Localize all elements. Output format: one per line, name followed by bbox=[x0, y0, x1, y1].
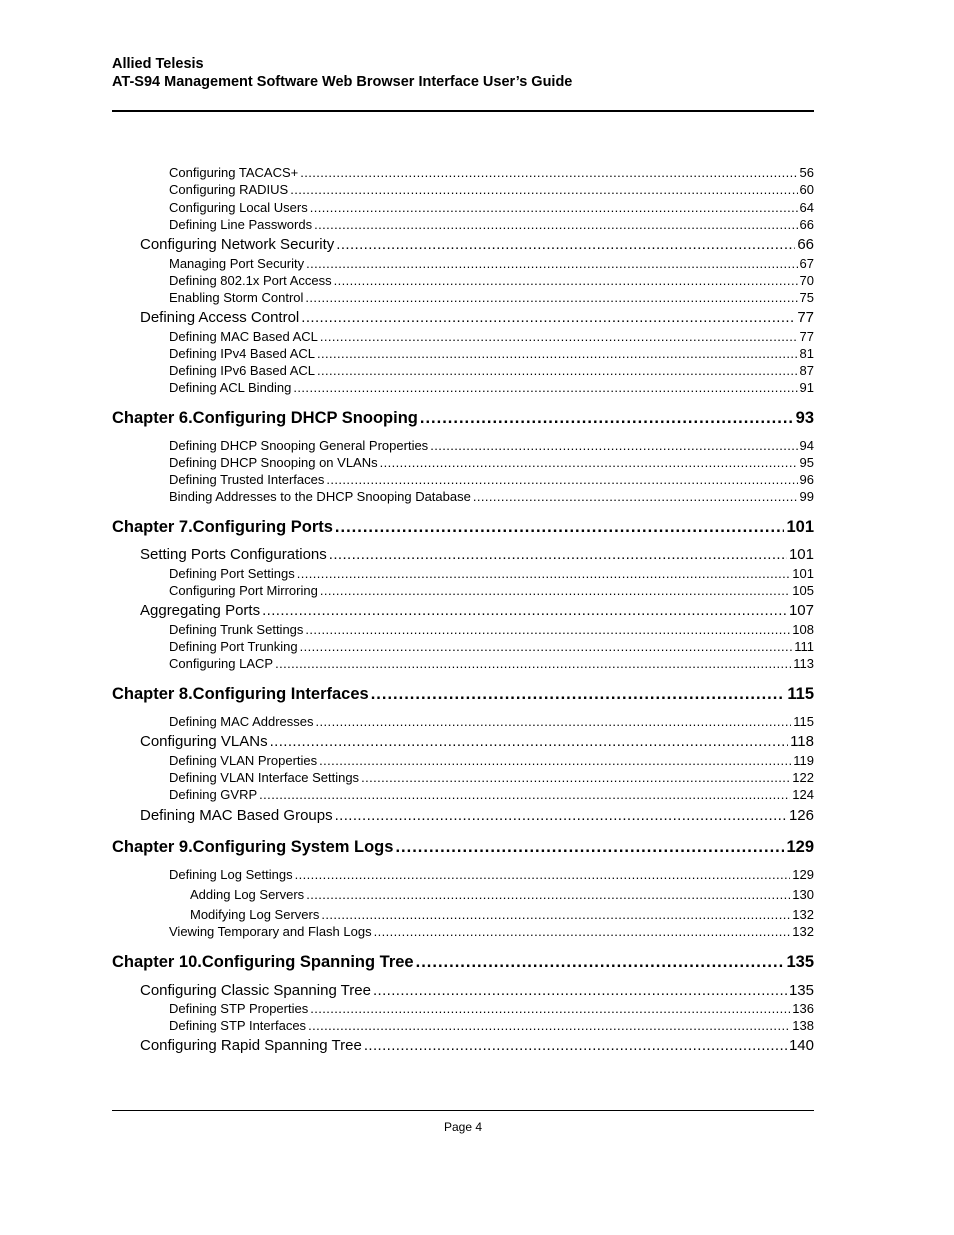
toc-entry-page: 81 bbox=[799, 346, 814, 361]
toc-entry-label: Defining VLAN Properties bbox=[169, 753, 318, 768]
dot-leader bbox=[320, 329, 798, 344]
toc-entry-label: Setting Ports Configurations bbox=[140, 546, 327, 563]
toc-chapter-entry[interactable] bbox=[112, 838, 814, 857]
dot-leader bbox=[310, 200, 798, 215]
toc-entry[interactable] bbox=[169, 165, 814, 180]
toc-entry-label: Defining MAC Based Groups bbox=[140, 807, 333, 824]
toc-entry-page: 130 bbox=[792, 887, 814, 902]
toc-entry-label: Defining 802.1x Port Access bbox=[169, 273, 332, 288]
dot-leader bbox=[317, 346, 798, 361]
dot-leader bbox=[306, 887, 790, 902]
toc-entry[interactable] bbox=[169, 924, 814, 939]
toc-entry-page: 126 bbox=[788, 807, 814, 824]
dot-leader bbox=[336, 236, 795, 253]
dot-leader bbox=[310, 1001, 790, 1016]
toc-entry-page: 95 bbox=[799, 455, 814, 470]
toc-entry-page: 136 bbox=[792, 1001, 814, 1016]
toc-entry[interactable] bbox=[169, 200, 814, 215]
toc-entry-page: 135 bbox=[786, 953, 814, 971]
dot-leader bbox=[306, 256, 797, 271]
toc-entry[interactable] bbox=[140, 236, 814, 253]
toc-entry-page: 64 bbox=[799, 200, 814, 215]
toc-entry-page: 75 bbox=[799, 290, 814, 305]
toc-entry-page: 101 bbox=[788, 546, 814, 563]
dot-leader bbox=[319, 753, 791, 768]
toc-entry-label: Defining ACL Binding bbox=[169, 380, 292, 395]
toc-entry-label: Defining DHCP Snooping General Properties bbox=[169, 438, 429, 453]
toc-entry[interactable] bbox=[140, 807, 814, 824]
dot-leader bbox=[335, 807, 787, 824]
toc-entry[interactable] bbox=[169, 566, 814, 581]
toc-entry-label: Defining IPv6 Based ACL bbox=[169, 363, 315, 378]
company-name: Allied Telesis bbox=[112, 56, 204, 72]
toc-entry-page: 56 bbox=[799, 165, 814, 180]
toc-entry-page: 107 bbox=[788, 602, 814, 619]
dot-leader bbox=[314, 217, 797, 232]
toc-entry-label: Defining IPv4 Based ACL bbox=[169, 346, 315, 361]
toc-entry-label: Defining Port Settings bbox=[169, 566, 295, 581]
toc-entry-label: Configuring Port Mirroring bbox=[169, 583, 318, 598]
toc-entry-label: Defining MAC Based ACL bbox=[169, 329, 318, 344]
toc-entry-page: 101 bbox=[786, 518, 814, 536]
toc-entry-page: 115 bbox=[787, 685, 814, 703]
dot-leader bbox=[321, 907, 790, 922]
toc-entry[interactable] bbox=[169, 787, 814, 802]
toc-entry-label: Chapter 8.Configuring Interfaces bbox=[112, 685, 369, 703]
page-number: Page 4 bbox=[443, 1120, 483, 1134]
toc-entry[interactable] bbox=[169, 656, 814, 671]
toc-entry[interactable] bbox=[169, 380, 814, 395]
footer-divider bbox=[112, 1110, 814, 1111]
toc-entry-page: 96 bbox=[799, 472, 814, 487]
dot-leader bbox=[326, 472, 797, 487]
toc-entry-label: Defining STP Interfaces bbox=[169, 1018, 307, 1033]
toc-entry-page: 77 bbox=[799, 329, 814, 344]
toc-entry-label: Configuring Network Security bbox=[140, 236, 335, 253]
dot-leader bbox=[293, 380, 797, 395]
toc-entry-label: Configuring LACP bbox=[169, 656, 274, 671]
dot-leader bbox=[305, 622, 790, 637]
toc-entry-label: Chapter 9.Configuring System Logs bbox=[112, 838, 394, 856]
toc-entry-label: Defining Trunk Settings bbox=[169, 622, 304, 637]
toc-entry-label: Chapter 10.Configuring Spanning Tree bbox=[112, 953, 414, 971]
toc-entry-page: 132 bbox=[792, 924, 814, 939]
toc-entry-page: 67 bbox=[799, 256, 814, 271]
dot-leader bbox=[329, 546, 787, 563]
toc-entry-label: Viewing Temporary and Flash Logs bbox=[169, 924, 372, 939]
toc-entry[interactable] bbox=[190, 887, 814, 902]
toc-entry-label: Configuring Classic Spanning Tree bbox=[140, 982, 371, 999]
dot-leader bbox=[308, 1018, 790, 1033]
toc-entry[interactable] bbox=[140, 982, 814, 999]
toc-entry[interactable] bbox=[169, 770, 814, 785]
toc-entry-label: Defining MAC Addresses bbox=[169, 714, 314, 729]
toc-entry-page: 70 bbox=[799, 273, 814, 288]
toc-entry-label: Configuring Local Users bbox=[169, 200, 308, 215]
dot-leader bbox=[371, 685, 786, 704]
toc-entry-page: 129 bbox=[792, 867, 814, 882]
toc-entry[interactable] bbox=[169, 639, 814, 654]
toc-entry-page: 115 bbox=[793, 714, 814, 729]
toc-entry-page: 138 bbox=[792, 1018, 814, 1033]
toc-entry-label: Defining Port Trunking bbox=[169, 639, 298, 654]
dot-leader bbox=[364, 1037, 787, 1054]
toc-entry[interactable] bbox=[140, 546, 814, 563]
toc-entry[interactable] bbox=[190, 907, 814, 922]
toc-entry-label: Defining VLAN Interface Settings bbox=[169, 770, 360, 785]
toc-entry-label: Defining Line Passwords bbox=[169, 217, 313, 232]
dot-leader bbox=[262, 602, 787, 619]
toc-entry[interactable] bbox=[169, 290, 814, 305]
toc-entry[interactable] bbox=[169, 489, 814, 504]
toc-entry-label: Defining Log Settings bbox=[169, 867, 293, 882]
toc-entry[interactable] bbox=[169, 472, 814, 487]
toc-entry-page: 66 bbox=[797, 236, 814, 253]
toc-entry-page: 135 bbox=[788, 982, 814, 999]
toc-entry-page: 101 bbox=[792, 566, 814, 581]
dot-leader bbox=[301, 309, 795, 326]
toc-chapter-entry[interactable] bbox=[112, 953, 814, 972]
toc-entry[interactable] bbox=[140, 602, 814, 619]
dot-leader bbox=[361, 770, 790, 785]
toc-entry[interactable] bbox=[169, 583, 814, 598]
toc-entry-label: Managing Port Security bbox=[169, 256, 305, 271]
dot-leader bbox=[305, 290, 797, 305]
toc-entry-page: 93 bbox=[795, 409, 814, 427]
toc-entry[interactable] bbox=[169, 363, 814, 378]
dot-leader bbox=[320, 583, 790, 598]
toc-entry[interactable] bbox=[169, 346, 814, 361]
toc-entry-label: Adding Log Servers bbox=[190, 887, 305, 902]
toc-entry[interactable] bbox=[169, 217, 814, 232]
toc-entry-label: Modifying Log Servers bbox=[190, 907, 320, 922]
toc-entry-label: Defining GVRP bbox=[169, 787, 258, 802]
toc-entry-page: 113 bbox=[793, 656, 814, 671]
toc-chapter-entry[interactable] bbox=[112, 518, 814, 537]
toc-entry-page: 124 bbox=[792, 787, 814, 802]
toc-entry-page: 108 bbox=[792, 622, 814, 637]
toc-entry-label: Binding Addresses to the DHCP Snooping Database bbox=[169, 489, 471, 504]
dot-leader bbox=[335, 518, 785, 537]
dot-leader bbox=[295, 867, 791, 882]
dot-leader bbox=[290, 182, 797, 197]
toc-entry-label: Chapter 6.Configuring DHCP Snooping bbox=[112, 409, 418, 427]
toc-entry-label: Configuring VLANs bbox=[140, 733, 268, 750]
toc-entry-page: 129 bbox=[786, 838, 814, 856]
dot-leader bbox=[380, 455, 798, 470]
dot-leader bbox=[300, 639, 793, 654]
document-header bbox=[112, 55, 814, 91]
toc-entry[interactable] bbox=[169, 622, 814, 637]
document-title: AT-S94 Management Software Web Browser Interface User’s Guide bbox=[112, 74, 573, 90]
toc-entry-page: 87 bbox=[799, 363, 814, 378]
dot-leader bbox=[297, 566, 791, 581]
toc-entry-page: 105 bbox=[792, 583, 814, 598]
toc-entry-label: Chapter 7.Configuring Ports bbox=[112, 518, 333, 536]
toc-entry-label: Defining DHCP Snooping on VLANs bbox=[169, 455, 378, 470]
toc-entry-page: 118 bbox=[790, 733, 814, 750]
toc-entry-page: 140 bbox=[788, 1037, 814, 1054]
toc-entry-label: Enabling Storm Control bbox=[169, 290, 304, 305]
toc-entry-page: 122 bbox=[792, 770, 814, 785]
dot-leader bbox=[395, 838, 784, 857]
toc-entry-page: 132 bbox=[792, 907, 814, 922]
dot-leader bbox=[374, 924, 791, 939]
toc-entry-page: 77 bbox=[797, 309, 814, 326]
toc-entry-page: 111 bbox=[794, 639, 814, 654]
dot-leader bbox=[300, 165, 797, 180]
dot-leader bbox=[420, 409, 794, 428]
toc-entry-page: 91 bbox=[799, 380, 814, 395]
toc-entry-page: 66 bbox=[799, 217, 814, 232]
toc-entry[interactable] bbox=[169, 455, 814, 470]
toc-entry-page: 60 bbox=[799, 182, 814, 197]
dot-leader bbox=[316, 714, 792, 729]
toc-chapter-entry[interactable] bbox=[112, 409, 814, 428]
toc-entry-label: Defining Trusted Interfaces bbox=[169, 472, 325, 487]
dot-leader bbox=[416, 953, 785, 972]
toc-entry[interactable] bbox=[169, 1018, 814, 1033]
toc-entry-label: Aggregating Ports bbox=[140, 602, 261, 619]
toc-entry-label: Defining STP Properties bbox=[169, 1001, 309, 1016]
dot-leader bbox=[373, 982, 787, 999]
toc-entry-label: Configuring Rapid Spanning Tree bbox=[140, 1037, 362, 1054]
dot-leader bbox=[430, 438, 797, 453]
toc-entry[interactable] bbox=[140, 733, 814, 750]
dot-leader bbox=[270, 733, 789, 750]
toc-entry[interactable] bbox=[140, 309, 814, 326]
dot-leader bbox=[334, 273, 798, 288]
toc-entry-label: Configuring RADIUS bbox=[169, 182, 289, 197]
toc-entry-label: Configuring TACACS+ bbox=[169, 165, 299, 180]
toc-entry[interactable] bbox=[169, 753, 814, 768]
toc-entry[interactable] bbox=[169, 438, 814, 453]
toc-entry-page: 94 bbox=[799, 438, 814, 453]
toc-entry[interactable] bbox=[169, 329, 814, 344]
toc-entry[interactable] bbox=[169, 182, 814, 197]
toc-entry[interactable] bbox=[169, 714, 814, 729]
toc-chapter-entry[interactable] bbox=[112, 685, 814, 704]
toc-entry-page: 119 bbox=[793, 753, 814, 768]
dot-leader bbox=[473, 489, 798, 504]
dot-leader bbox=[317, 363, 798, 378]
toc-entry[interactable] bbox=[169, 256, 814, 271]
toc-entry[interactable] bbox=[169, 273, 814, 288]
toc-entry[interactable] bbox=[169, 867, 814, 882]
header-divider bbox=[112, 110, 814, 112]
toc-entry[interactable] bbox=[140, 1037, 814, 1054]
toc-entry[interactable] bbox=[169, 1001, 814, 1016]
dot-leader bbox=[275, 656, 791, 671]
toc-entry-label: Defining Access Control bbox=[140, 309, 300, 326]
toc-entry-page: 99 bbox=[799, 489, 814, 504]
dot-leader bbox=[259, 787, 790, 802]
